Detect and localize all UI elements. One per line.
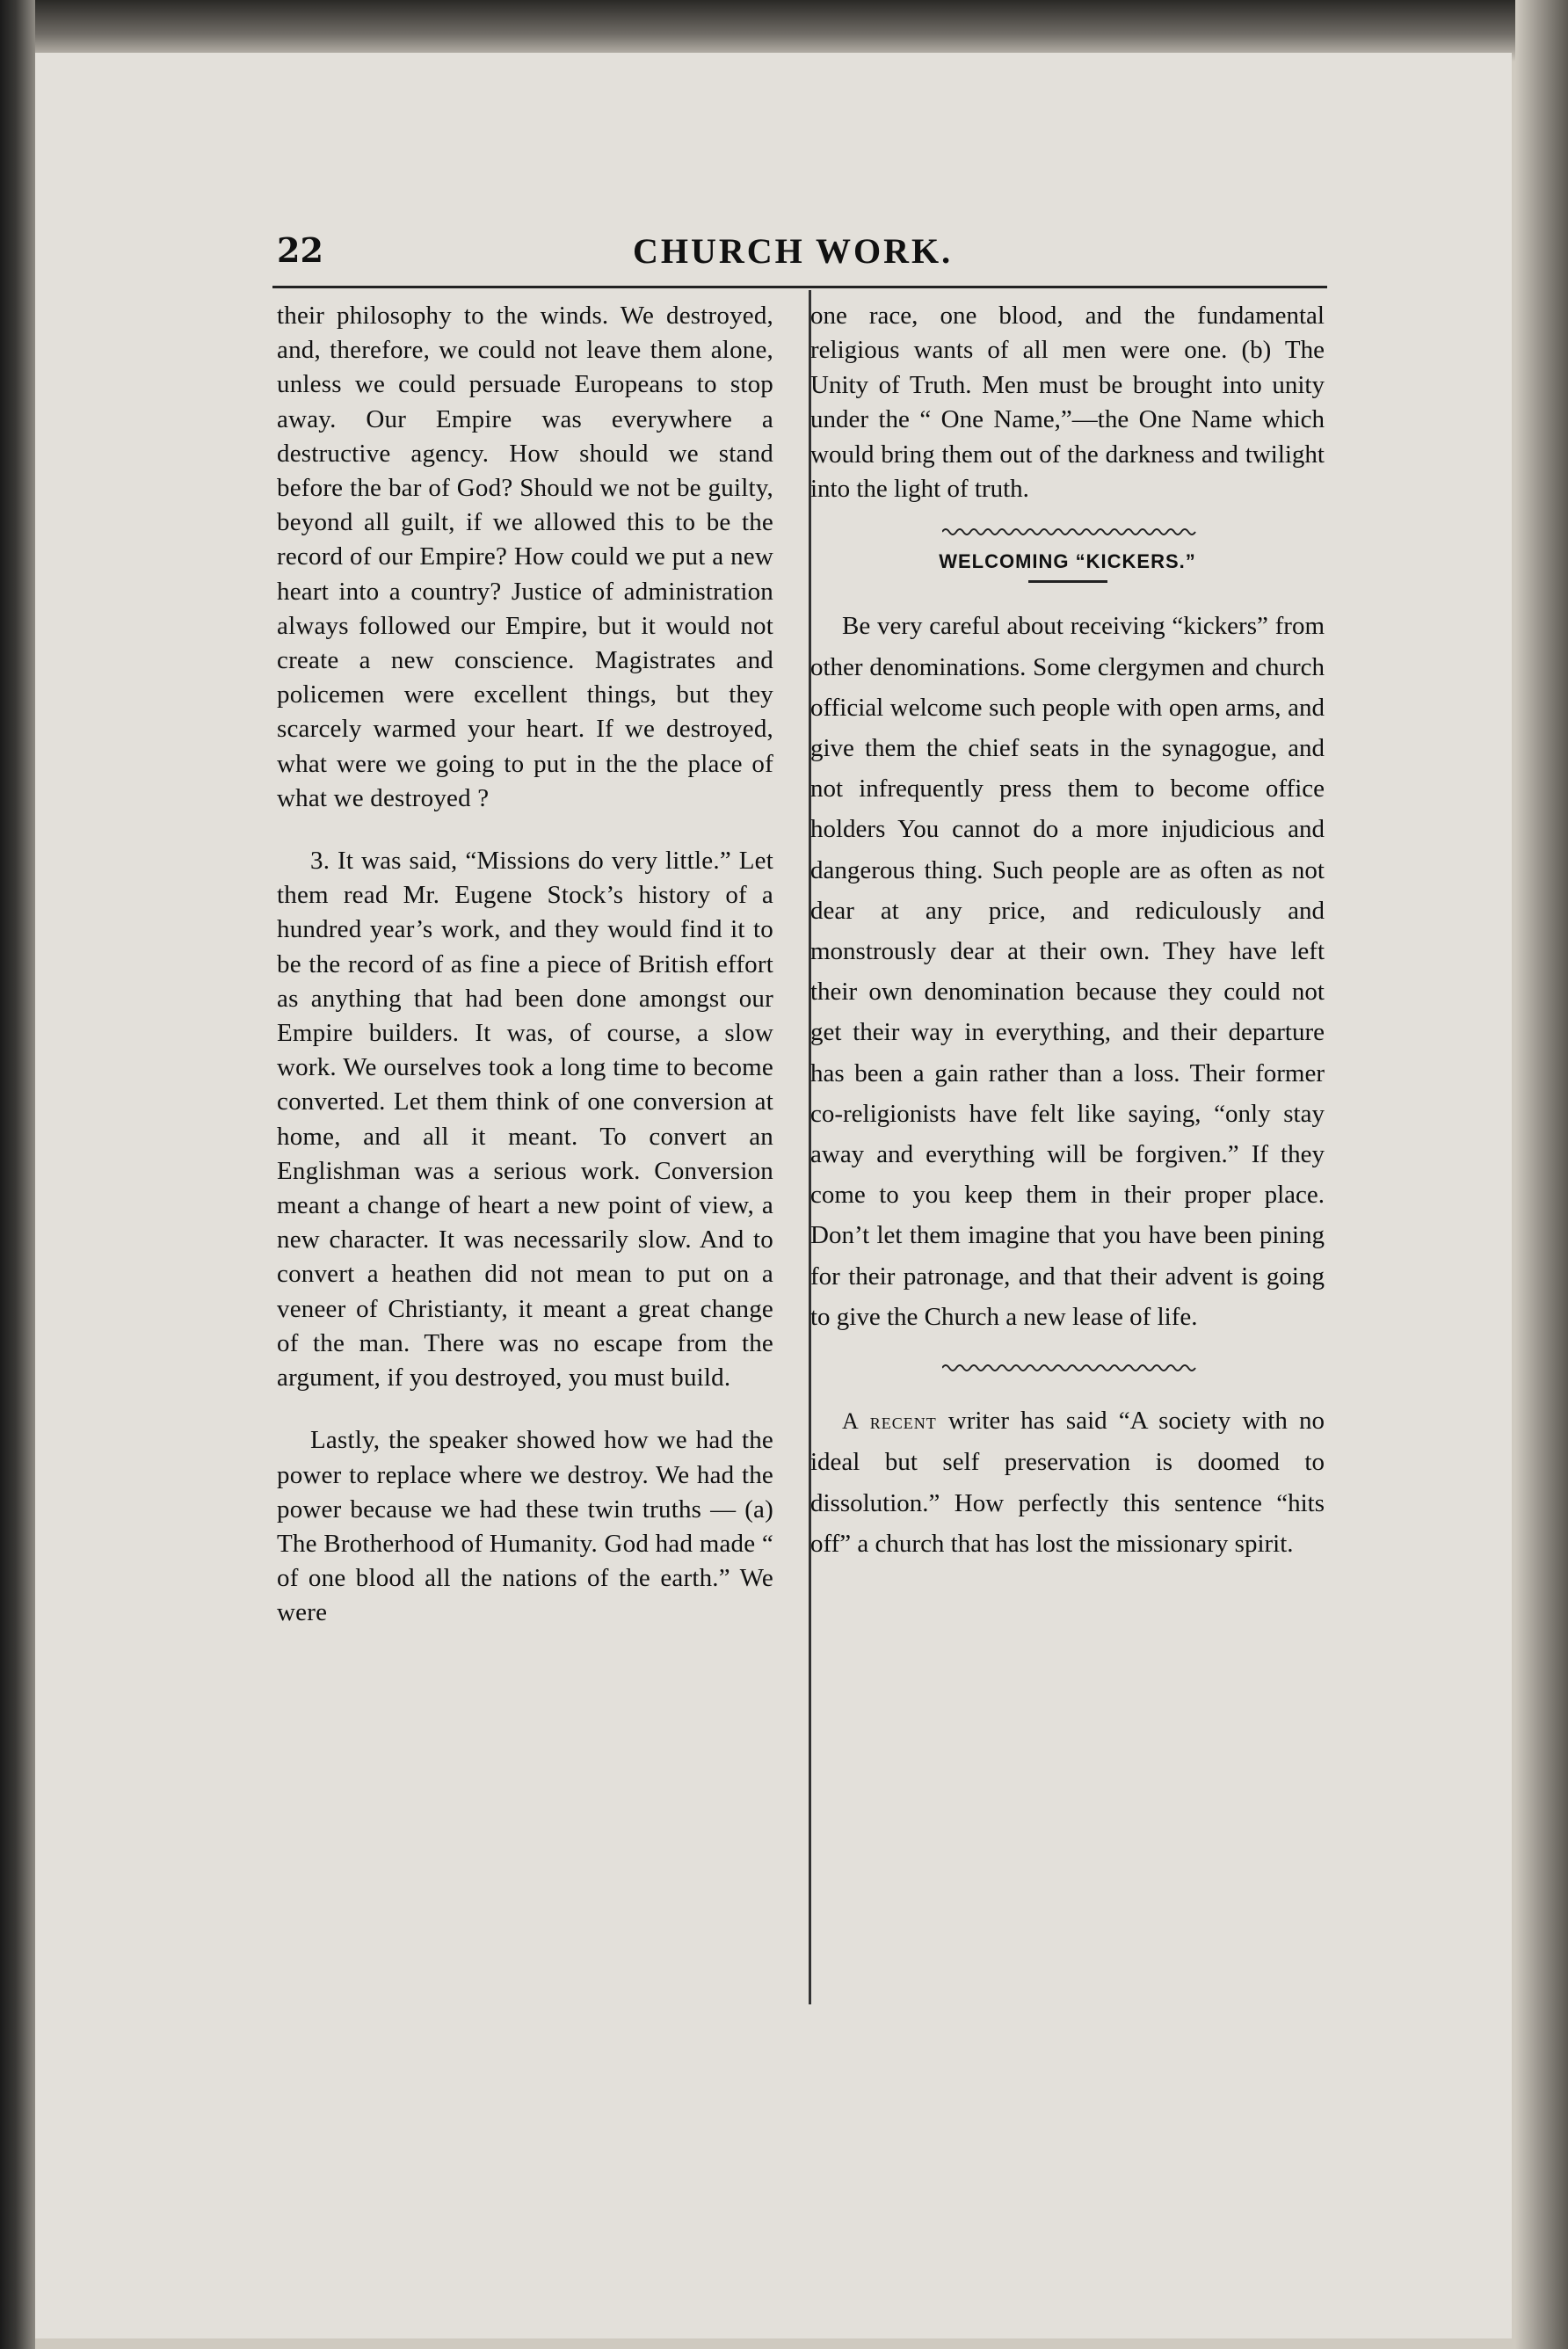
paragraph-continuation: one race, one blood, and the fundamental religious wants of all men were one. (b) The Unity of Truth. Men must be brought into unity under the “ One Name,”—the One Name which would bring them out of the darkness and twilight into the light of truth.: [810, 302, 1325, 504]
header-rule: [272, 286, 1327, 288]
paragraph-missions: 3. It was said, “Missions do very little.” Let them read Mr. Eugene Stock’s history of a hundred year’s work, and they would find it to be the record of as fine a piece of British effort as anything that had been done amongst our Empire builders. It was, of course, a slow work. We ourselves took a long time to become converted. Let them think of one conversion at home, and all it meant. To convert an Englishman was a serious work. Conversion meant a change of heart a new point of view, a new character. It was necessarily slow. And to convert a heathen did not mean to put on a veneer of Christianty, it meant a great change of the man. There was no escape from the argument, if you destroyed, you must build.: [277, 847, 773, 1393]
paragraph-recent-writer: [810, 1400, 1325, 1564]
ornament-squiggle-top: [942, 526, 1197, 538]
lead-small-caps: A recent: [842, 1408, 937, 1435]
scan-shadow-right: [1515, 0, 1568, 2349]
page-number: 22: [277, 230, 323, 270]
ornament-squiggle-bottom: [942, 1362, 1197, 1374]
left-column: [277, 299, 773, 1631]
paragraph-philosophy: their philosophy to the winds. We destroyed, and, therefore, we could not leave them alone, unless we could persuade Europeans to stop away. Our Empire was everywhere a destructive agency. How should we stand before the bar of God? Should we not be guilty, beyond all guilt, if we allowed this to be the record of our Empire? How could we put a new heart into a country? Justice of administration always followed our Empire, but it would not create a new conscience. Magistrates and policemen were excellent things, but they scarcely warmed your heart. If we destroyed, what were we going to put in the the place of what we destroyed ?: [277, 302, 773, 812]
paragraph-lastly: Lastly, the speaker showed how we had the power to replace where we destroy. We had the power because we had these twin truths — (a) The Brotherhood of Humanity. God had made “ of one blood all the nations of the earth.” We were: [277, 1426, 773, 1627]
heading-rule: [1028, 580, 1107, 583]
scan-shadow-left: [0, 0, 35, 2349]
journal-title: CHURCH WORK.: [633, 231, 954, 271]
right-column: [810, 299, 1325, 1564]
running-head: [0, 0, 1568, 281]
recent-writer-text: writer has said “A society with no ideal but self preservation is doomed to dissolution.” How perfectly this sentence “hits off” a church that has lost the missionary spirit.: [810, 1407, 1325, 1558]
paragraph-kickers: Be very careful about receiving “kickers” from other denominations. Some clergymen and church official welcome such people with open arms, and give them the chief seats in the synagogue, and not infrequently press them to become office holders You cannot do a more injudicious and dangerous thing. Such people are as often as not dear at any price, and rediculously and monstrously dear at their own. They have left their own denomination because they could not get their way in everything, and their departure has been a gain rather than a loss. Their former co-religionists have felt like saying, “only stay away and everything will be forgiven.” If they come to you keep them in their proper place. Don’t let them imagine that you have been pining for their patronage, and that their advent is going to give the Church a new lease of life.: [810, 612, 1325, 1331]
section-heading-kickers: WELCOMING “KICKERS.”: [939, 550, 1196, 573]
